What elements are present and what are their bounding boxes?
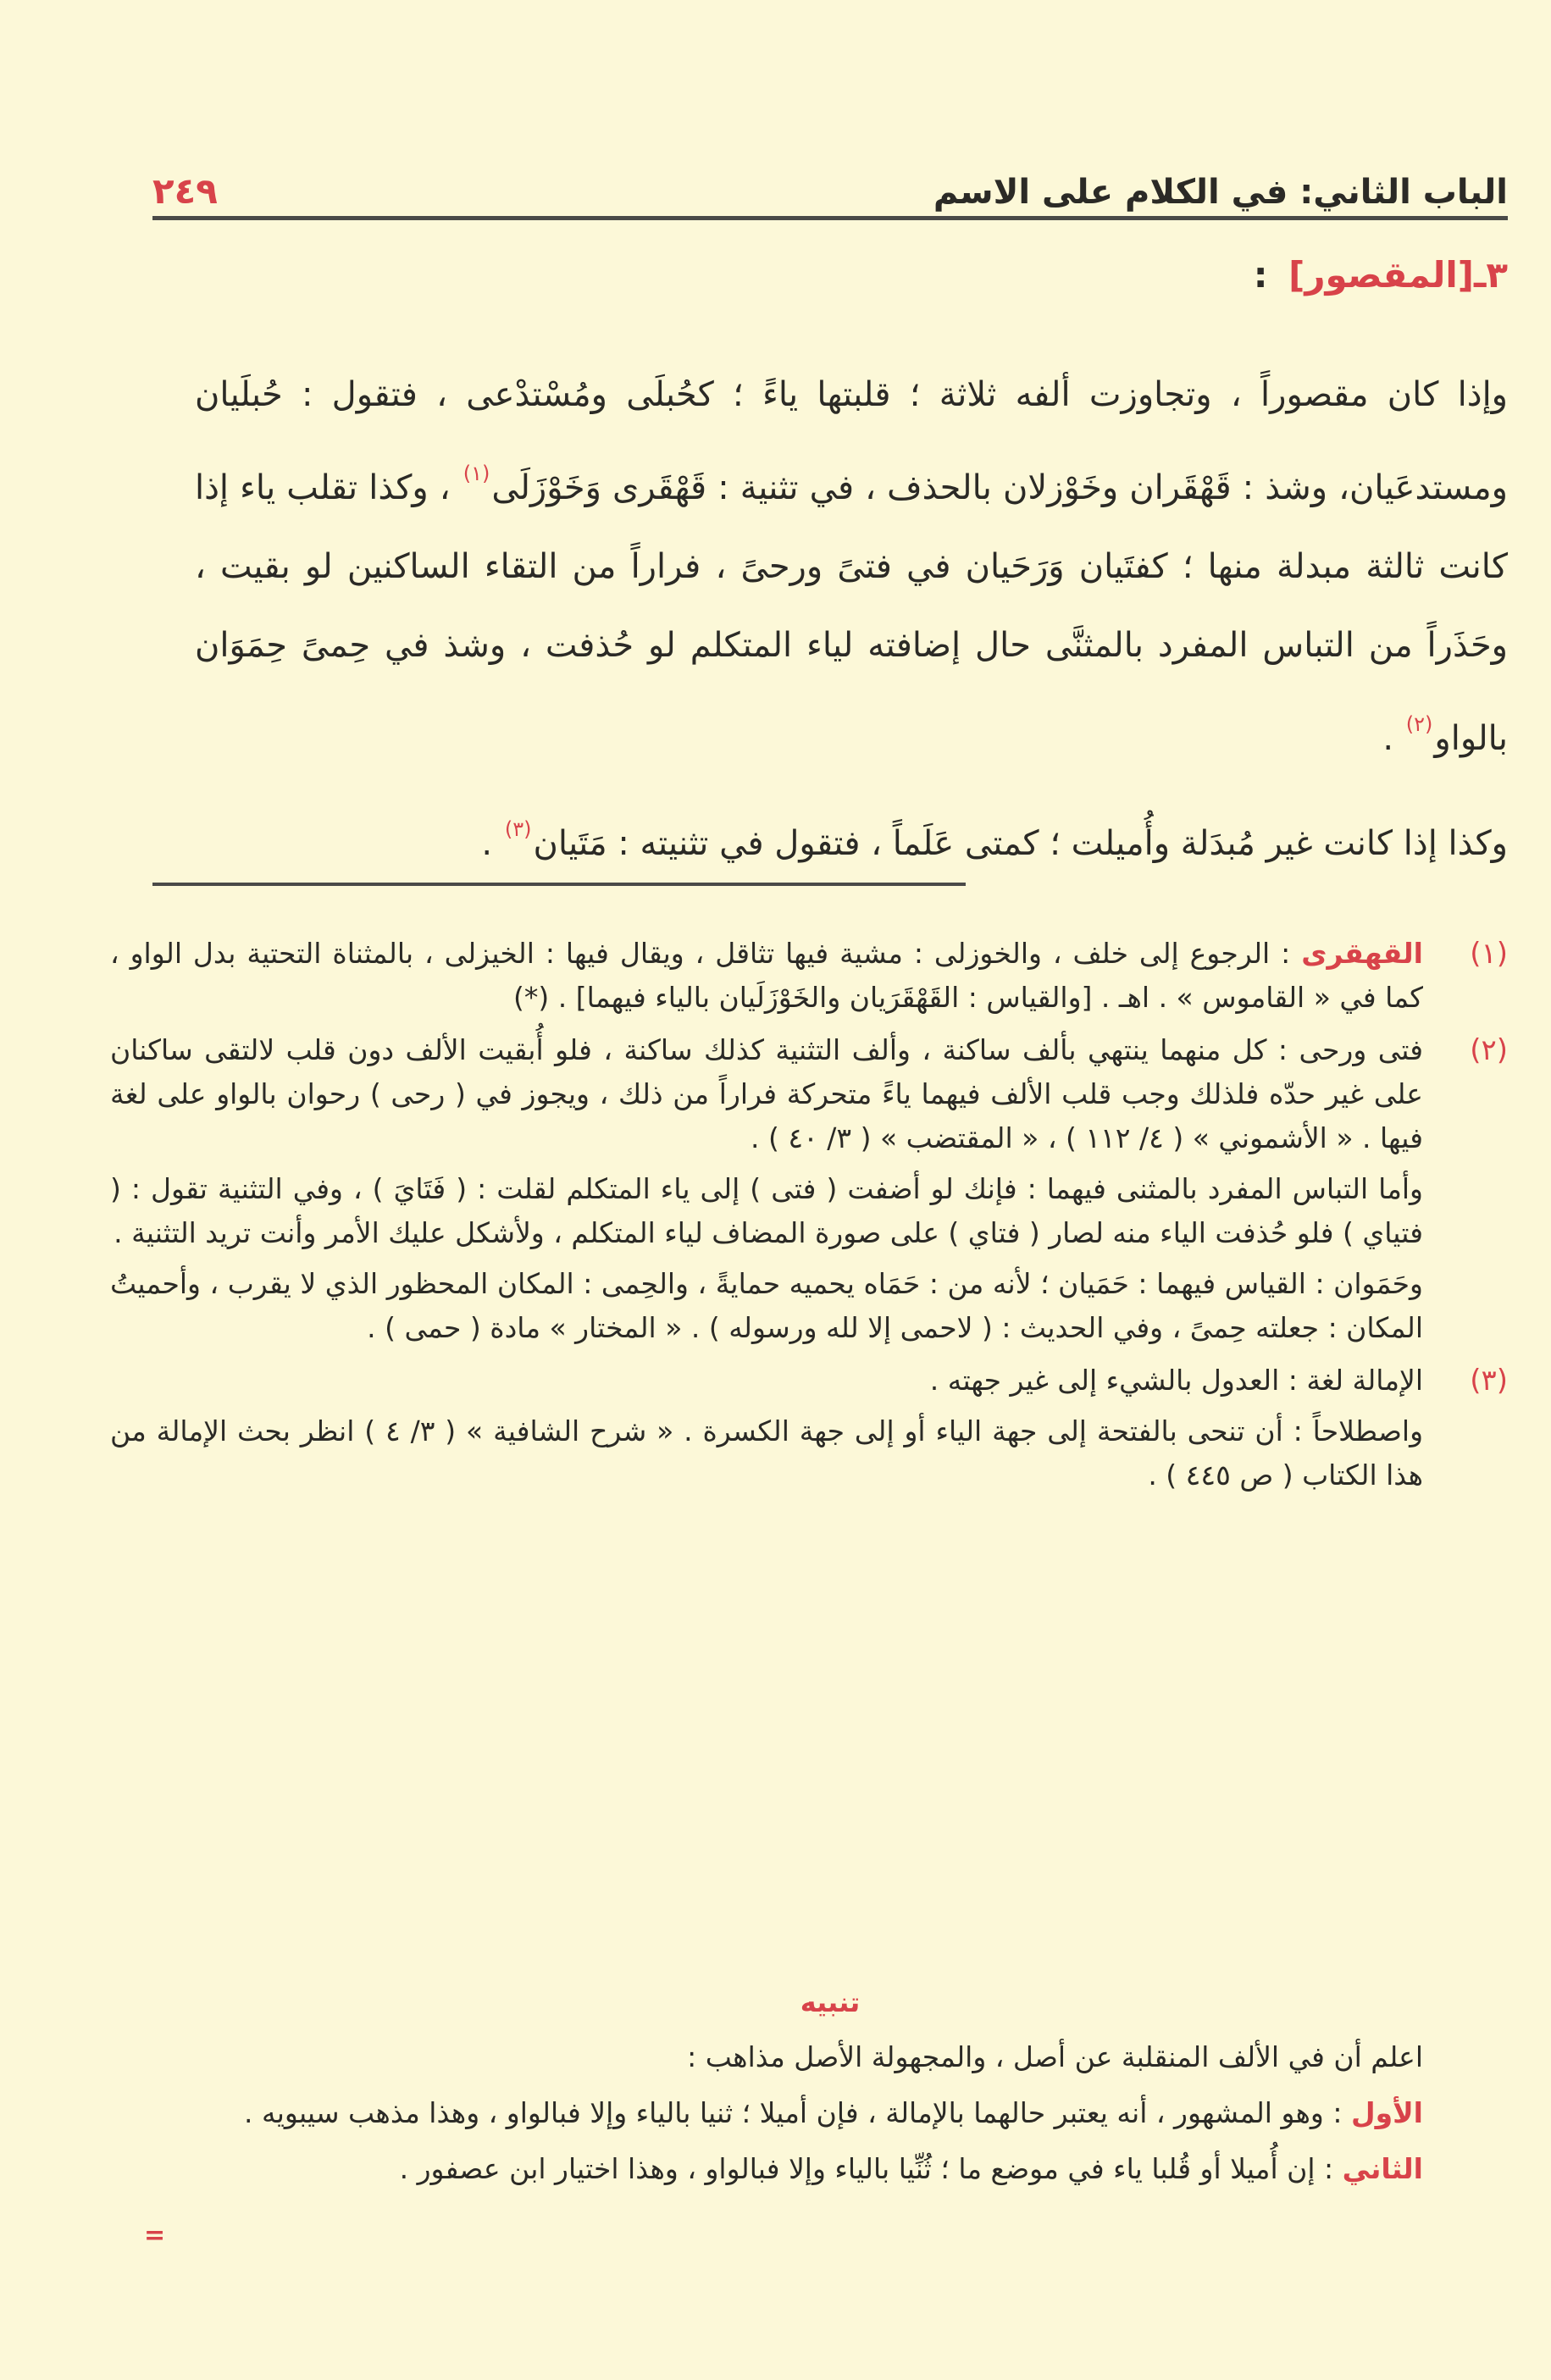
footnote-paragraph: وحَمَوان : القياس فيهما : حَمَيان ؛ لأنه من : حَمَاه يحميه حمايةً ، والحِمى : المكان المحظور الذي لا يقرب ، وأحميتُ المكان : جعلته حِمىً ، وفي الحديث : ( لاحمى إلا لله ورسوله ) . « المختار » مادة ( حمى ) . — [110, 1267, 1423, 1344]
notice-heading: تنبيه — [800, 1986, 861, 2018]
footnote-3 — [110, 1359, 1508, 1497]
footnote-term: القهقرى — [1301, 937, 1423, 970]
footnote-paragraph: واصطلاحاً : أن تنحى بالفتحة إلى جهة الياء أو إلى جهة الكسرة . « شرح الشافية » ( ٣/ ٤ ) انظر بحث الإمالة من هذا الكتاب ( ص ٤٤٥ ) . — [110, 1414, 1424, 1492]
notice-body — [186, 2033, 1423, 2200]
footnote-paragraph: الإمالة لغة : العدول بالشيء إلى غير جهته . — [929, 1364, 1423, 1397]
running-header — [152, 152, 1508, 212]
notice-item-label: الأول — [1350, 2096, 1423, 2129]
chapter-title: الباب الثاني: في الكلام على الاسم — [933, 173, 1508, 212]
continuation-mark: = — [144, 2221, 166, 2250]
book-page — [110, 0, 1508, 2380]
paragraph-text: وإذا كان مقصوراً ، وتجاوزت ألفه ثلاثة ؛ قلبتها ياءً ؛ كحُبلَى ومُسْتدْعى ، فتقول : حُبلَيان ومستدعَيان، وشذ : قَهْقَران وخَوْزلان بالحذف ، في تثنية : قَهْقَرى وَخَوْزَلَى — [195, 375, 1508, 507]
footnotes-section — [110, 932, 1508, 1506]
notice-item-text: : وهو المشهور ، أنه يعتبر حالهما بالإمالة ، فإن أميلا ؛ ثنيا بالياء وإلا فبالواو ، وهذا مذهب سيبويه . — [244, 2096, 1343, 2129]
header-divider — [152, 216, 1508, 220]
footnote-ref-1[interactable]: (١) — [463, 462, 490, 485]
paragraph-text: ، وكذا تقلب ياء إذا كانت ثالثة مبدلة منها ؛ كفتَيان وَرَحَيان في فتىً ورحىً ، فراراً من التقاء الساكنين لو بقيت ، وحَذَراً من التباس المفرد بالمثنَّى حال إضافته لياء المتكلم لو حُذفت ، وشذ في حِمىً حِمَوَان بالواو — [195, 468, 1508, 758]
footnote-number: (٣) — [1470, 1364, 1508, 1398]
page-number: ٢٤٩ — [152, 170, 218, 212]
section-heading — [1254, 254, 1508, 296]
footnote-ref-2[interactable]: (٢) — [1405, 712, 1433, 736]
footnote-2 — [110, 1028, 1508, 1350]
paragraph-text: . — [481, 824, 493, 863]
footnote-number: (١) — [1470, 937, 1508, 971]
paragraph-text: . — [1382, 719, 1394, 758]
footnote-number: (٢) — [1470, 1033, 1508, 1067]
footnote-1 — [110, 932, 1508, 1020]
paragraph-text: وكذا إذا كانت غير مُبدَلة وأُميلت ؛ كمتى عَلَماً ، فتقول في تثنيته : مَتَيان — [533, 824, 1508, 863]
footnote-paragraph: وأما التباس المفرد بالمثنى فيهما : فإنك لو أضفت ( فتى ) إلى ياء المتكلم لقلت : ( فَتَايَ ) ، وفي التثنية تقول : ( فتياي ) فلو حُذفت الياء منه لصار ( فتاي ) على صورة المضاف لياء المتكلم ، ولأشكل عليك الأمر وأنت تريد التثنية . — [110, 1172, 1423, 1249]
footnote-paragraph — [110, 932, 1423, 1020]
section-heading-colon: : — [1253, 254, 1268, 296]
notice-item-text: : إن أُميلا أو قُلبا ياء في موضع ما ؛ ثُنِّيا بالياء وإلا فبالواو ، وهذا اختيار ابن عصفور . — [399, 2152, 1334, 2185]
main-paragraph-1 — [195, 356, 1508, 778]
footnote-divider — [152, 883, 966, 886]
main-paragraph-2 — [195, 790, 1508, 883]
notice-item-label: الثاني — [1342, 2152, 1423, 2185]
notice-item-second — [186, 2145, 1423, 2194]
footnote-text: : الرجوع إلى خلف ، والخوزلى : مشية فيها تثاقل ، ويقال فيها : الخيزلى ، بالمثناة التحتية بدل الواو ، كما في « القاموس » . اهـ . [والقياس : القَهْقَرَيان والخَوْزَلَيان بالياء فيهما] . (*) — [110, 937, 1423, 1014]
notice-intro: اعلم أن في الألف المنقلبة عن أصل ، والمجهولة الأصل مذاهب : — [687, 2040, 1423, 2073]
notice-item-first — [186, 2089, 1423, 2138]
main-body-text — [195, 356, 1508, 883]
section-heading-text: ٣ـ[المقصور] — [1288, 254, 1508, 296]
footnote-ref-3[interactable]: (٣) — [504, 817, 532, 841]
footnote-paragraph: فتى ورحى : كل منهما ينتهي بألف ساكنة ، وألف التثنية كذلك ساكنة ، فلو أُبقيت الألف دون قلب لالتقى ساكنان على غير حدّه فلذلك وجب قلب الألف فيهما ياءً متحركة فراراً من ذلك ، ويجوز في ( رحى ) رحوان بالواو على لغة فيها . « الأشموني » ( ٤/ ١١٢ ) ، « المقتضب » ( ٣/ ٤٠ ) . — [110, 1033, 1423, 1154]
